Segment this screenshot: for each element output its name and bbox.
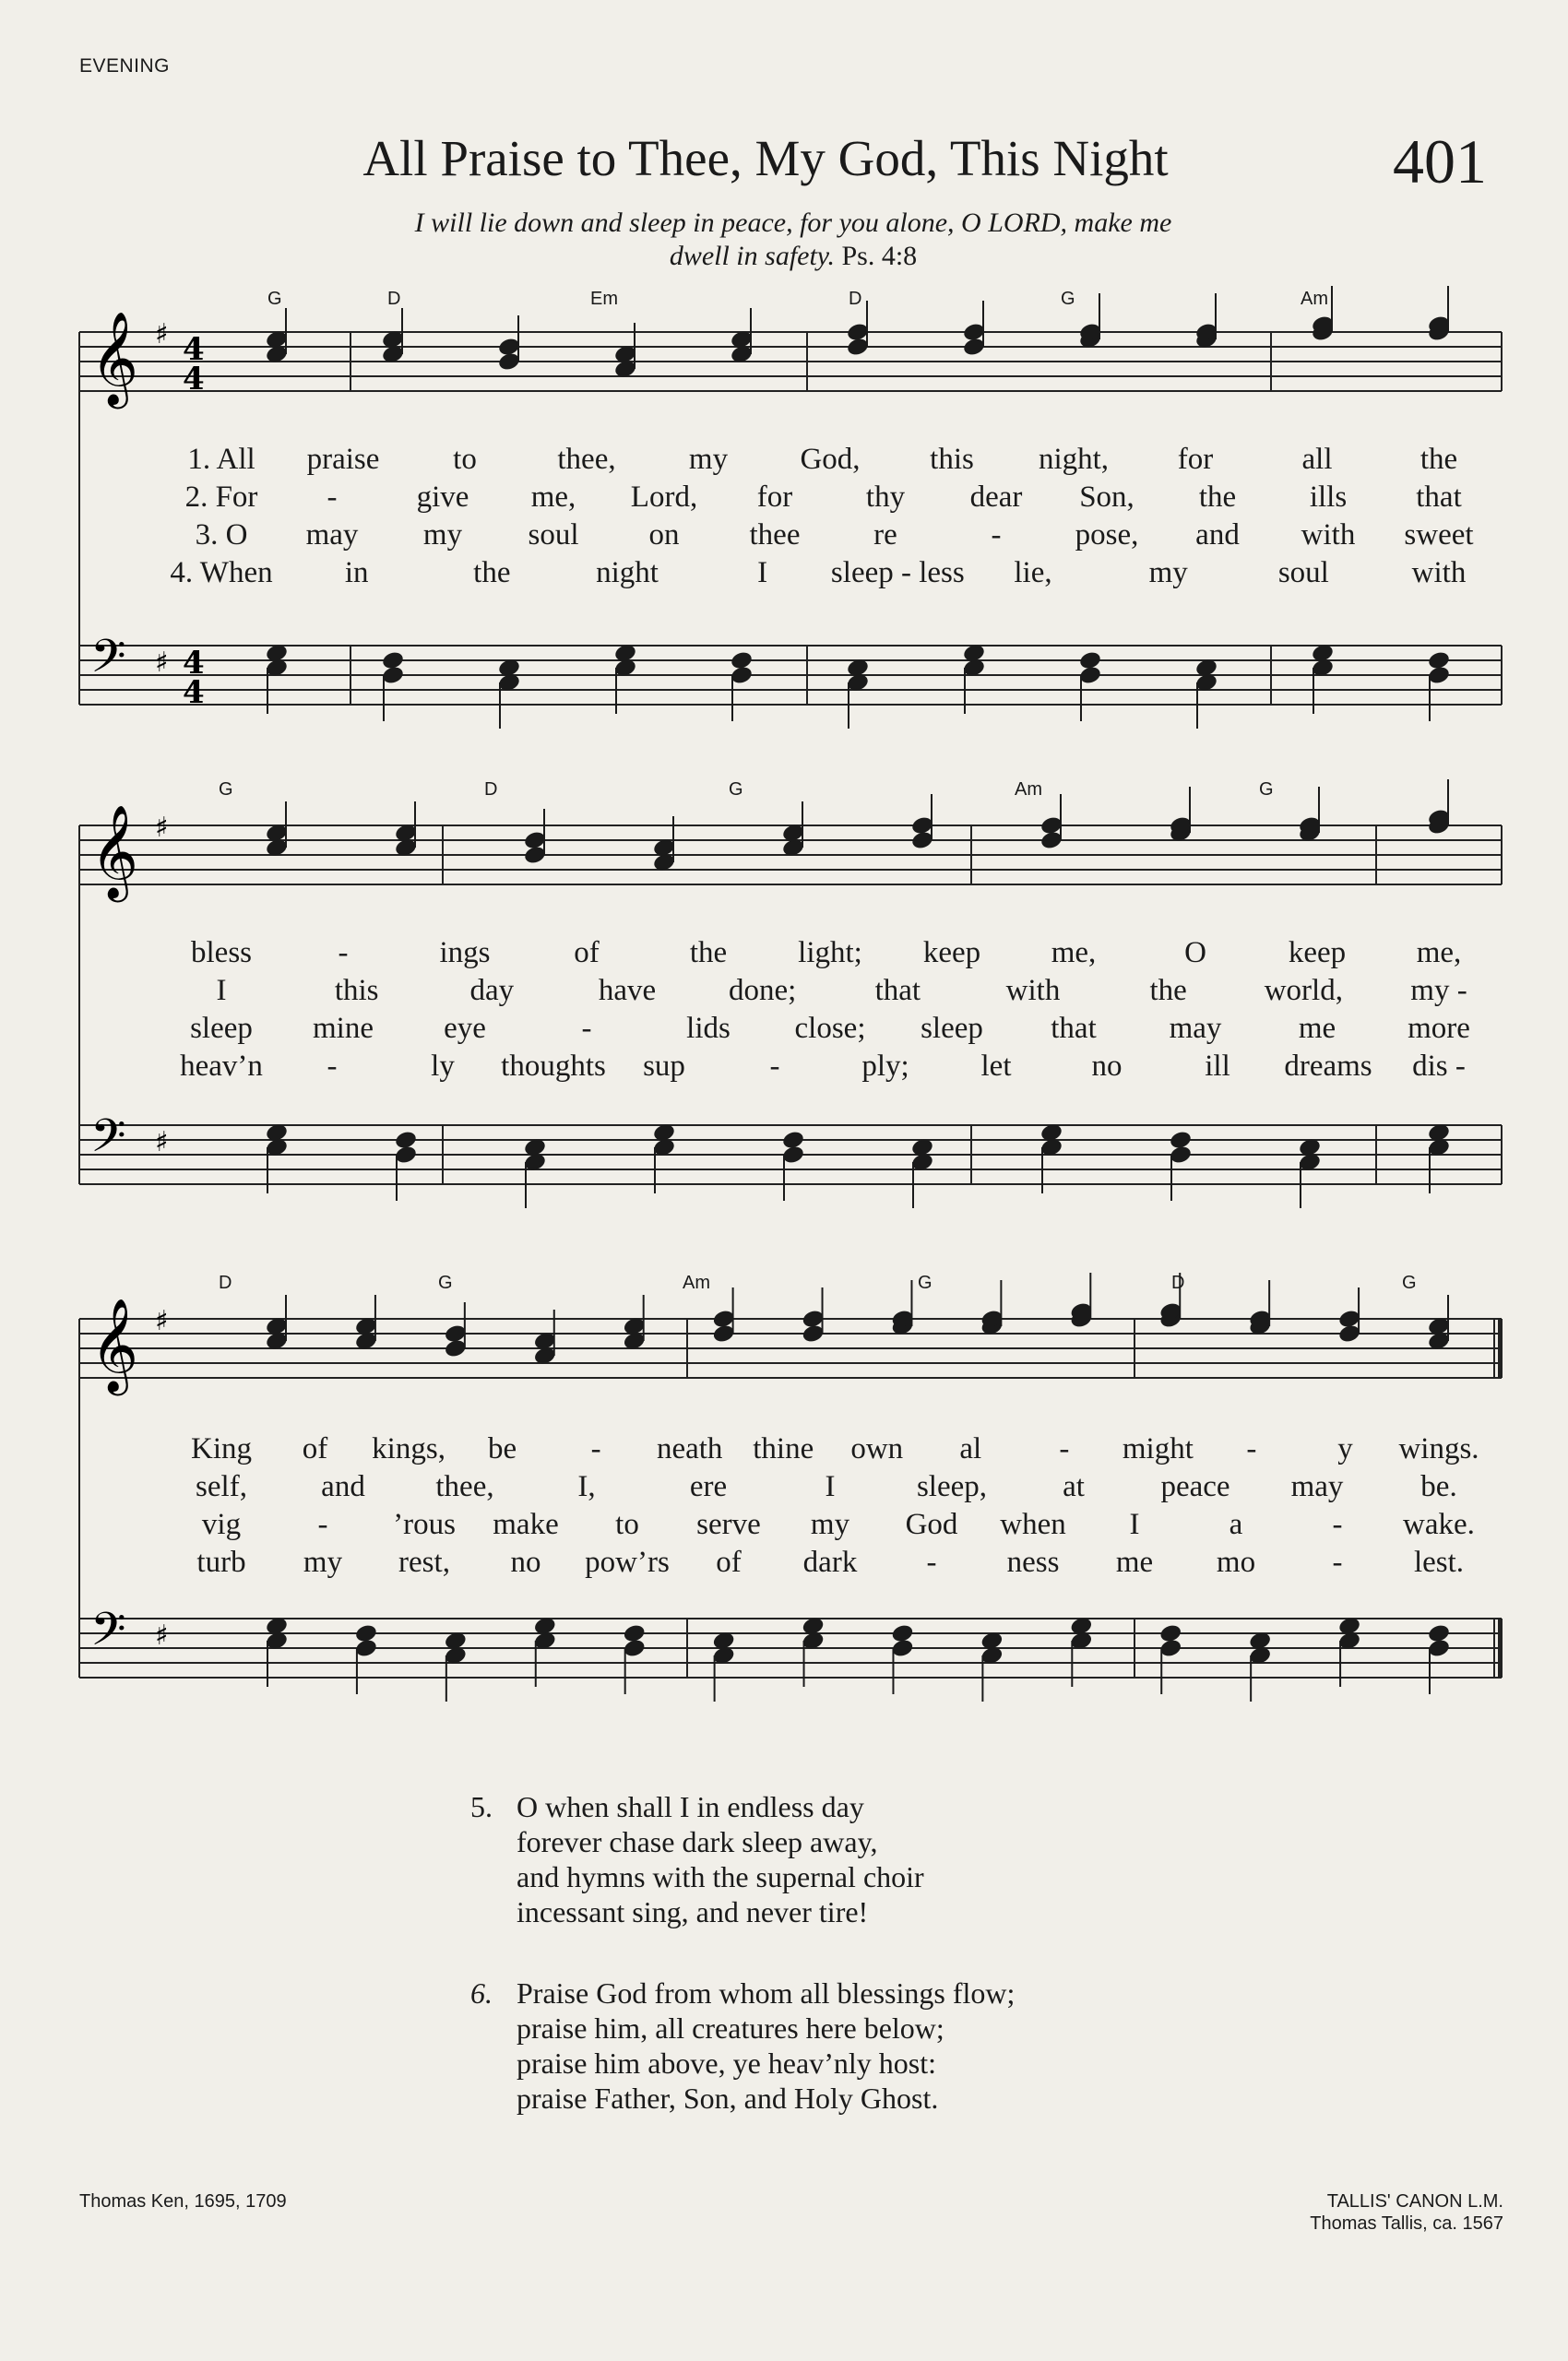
lyric-syllable: day (469, 974, 515, 1007)
lyric-syllable: in (344, 556, 369, 589)
lyric-syllable: ills (1309, 481, 1348, 514)
lyric-syllable: the (1149, 974, 1187, 1007)
lyric-syllable: this (334, 974, 379, 1007)
chord-symbol: G (1259, 779, 1274, 800)
epigraph-line-1: I will lie down and sleep in peace, for you alone, O LORD, make me (414, 208, 1172, 238)
lyric-syllable: me, (1051, 936, 1097, 969)
time-signature: 4 (183, 645, 205, 682)
key-signature-sharp: ♯ (155, 647, 169, 679)
lyric-syllable: turb (196, 1546, 246, 1579)
lyric-syllable: self, (196, 1470, 247, 1503)
lyric-syllable: praise (306, 443, 380, 476)
chord-symbol: G (219, 779, 233, 800)
lyric-syllable: peace (1160, 1470, 1230, 1503)
chord-symbol: Am (683, 1273, 710, 1293)
lyric-syllable: God (905, 1508, 958, 1541)
treble-clef: 𝄞 (90, 310, 139, 405)
lyric-syllable: close; (794, 1012, 866, 1045)
lyric-syllable: of (716, 1546, 742, 1579)
lyric-syllable: make (493, 1508, 559, 1541)
hymn-number: 401 (1393, 126, 1487, 196)
lyric-syllable: mine (313, 1012, 374, 1045)
epigraph-line-2: dwell in safety. (669, 241, 835, 271)
section-label: EVENING (79, 55, 171, 77)
lyric-syllable: that (1416, 481, 1462, 514)
chord-symbol: G (1061, 289, 1075, 309)
lyric-syllable: - (991, 518, 1002, 552)
lyric-syllable: neath (656, 1432, 723, 1465)
stanza-line: praise him, all creatures here below; (517, 2011, 944, 2045)
lyric-syllable: no (1091, 1050, 1123, 1083)
key-signature-sharp: ♯ (155, 812, 169, 844)
lyric-syllable: may (1169, 1012, 1222, 1045)
lyric-syllable: kings, (372, 1432, 445, 1465)
lyric-syllable: - (327, 1050, 338, 1083)
lyric-syllable: - (581, 1012, 592, 1045)
lyric-syllable: no (510, 1546, 541, 1579)
lyric-syllable: 1. All (187, 443, 255, 476)
stanza-line: and hymns with the supernal choir (517, 1860, 924, 1893)
lyric-syllable: my (688, 443, 729, 476)
lyric-syllable: may (1290, 1470, 1344, 1503)
epigraph-reference: Ps. 4:8 (841, 241, 918, 271)
lyric-syllable: - (327, 481, 338, 514)
chord-symbol: G (438, 1273, 453, 1293)
lyric-syllable: might (1122, 1432, 1194, 1465)
lyric-syllable: lids (686, 1012, 731, 1045)
lyric-syllable: O (1184, 936, 1206, 969)
lyric-syllable: I (825, 1470, 836, 1503)
lyric-syllable: lest. (1413, 1546, 1465, 1579)
chord-symbol: G (267, 289, 282, 309)
stanza-number: 5. (470, 1790, 493, 1823)
lyric-syllable: wings. (1398, 1432, 1479, 1465)
stanza-line: O when shall I in endless day (517, 1790, 864, 1823)
lyric-syllable: God, (800, 443, 861, 476)
chord-symbol: D (219, 1273, 232, 1293)
lyric-syllable: me, (1416, 936, 1462, 969)
lyric-syllable: be (488, 1432, 517, 1465)
lyric-syllable: bless (191, 936, 252, 969)
lyric-syllable: ings (439, 936, 491, 969)
lyric-syllable: pow’rs (585, 1546, 670, 1579)
treble-clef: 𝄞 (90, 1297, 139, 1392)
stanza-line: forever chase dark sleep away, (517, 1825, 878, 1858)
lyric-syllable: more (1408, 1012, 1470, 1045)
chord-symbol: D (1171, 1273, 1185, 1293)
lyric-syllable: soul (528, 518, 579, 552)
lyric-syllable: serve (696, 1508, 761, 1541)
lyric-syllable: ere (689, 1470, 728, 1503)
lyric-syllable: rest, (398, 1546, 450, 1579)
lyric-syllable: - (1332, 1508, 1343, 1541)
lyric-syllable: the (1420, 443, 1458, 476)
lyric-syllable: mo (1216, 1546, 1256, 1579)
bass-clef: 𝄢 (90, 630, 126, 694)
lyric-syllable: for (756, 481, 793, 514)
lyric-syllable: 3. O (195, 518, 248, 552)
chord-symbol: D (387, 289, 401, 309)
lyric-syllable: - (590, 1432, 601, 1465)
lyric-syllable: that (1051, 1012, 1097, 1045)
lyric-syllable: to (615, 1508, 639, 1541)
lyric-syllable: sup (643, 1050, 685, 1083)
lyric-syllable: vig (201, 1508, 242, 1541)
lyric-syllable: 2. For (184, 481, 258, 514)
lyric-syllable: done; (728, 974, 797, 1007)
lyric-syllable: heav’n (180, 1050, 263, 1083)
stanza-line: praise him above, ye heav’nly host: (517, 2047, 936, 2080)
lyric-syllable: sleep (190, 1012, 253, 1045)
lyric-syllable: ness (1006, 1546, 1060, 1579)
lyric-syllable: light; (798, 936, 862, 969)
lyric-syllable: thee, (435, 1470, 494, 1503)
lyric-syllable: thee (749, 518, 801, 552)
lyric-syllable: me, (530, 481, 576, 514)
hymn-title: All Praise to Thee, My God, This Night (362, 130, 1169, 186)
lyric-syllable: night (596, 556, 659, 589)
lyric-syllable: my (810, 1508, 850, 1541)
lyric-syllable: al (959, 1432, 982, 1465)
chord-symbol: G (1402, 1273, 1417, 1293)
lyric-syllable: this (930, 443, 974, 476)
lyric-syllable: night, (1038, 443, 1110, 476)
lyric-syllable: keep (1288, 936, 1347, 969)
lyric-syllable: dis - (1412, 1050, 1466, 1083)
bass-clef: 𝄢 (90, 1109, 126, 1174)
chord-symbol: Em (590, 289, 618, 309)
lyric-syllable: my (422, 518, 463, 552)
lyric-syllable: - (338, 936, 349, 969)
lyric-syllable: thee, (557, 443, 616, 476)
lyric-syllable: may (305, 518, 359, 552)
lyric-syllable: - (317, 1508, 328, 1541)
lyric-syllable: - (1246, 1432, 1257, 1465)
lyric-syllable: that (874, 974, 921, 1007)
lyric-syllable: - (769, 1050, 780, 1083)
lyric-syllable: eye (444, 1012, 486, 1045)
lyric-syllable: and (321, 1470, 365, 1503)
lyric-syllable: my - (1410, 974, 1467, 1007)
lyric-syllable: all (1301, 443, 1333, 476)
lyric-syllable: - (1332, 1546, 1343, 1579)
lyric-syllable: world, (1264, 974, 1343, 1007)
lyric-syllable: thoughts (501, 1050, 606, 1083)
lyric-syllable: my (303, 1546, 343, 1579)
lyric-syllable: have (598, 974, 657, 1007)
lyric-syllable: sleep - less (830, 556, 965, 589)
lyric-syllable: I (1129, 1508, 1140, 1541)
composer: Thomas Tallis, ca. 1567 (1310, 2213, 1503, 2234)
lyric-syllable: keep (922, 936, 981, 969)
lyric-syllable: be. (1420, 1470, 1457, 1503)
lyric-syllable: ply; (861, 1050, 909, 1083)
lyric-syllable: on (648, 518, 680, 552)
lyric-syllable: when (1000, 1508, 1066, 1541)
lyric-syllable: with (1411, 556, 1467, 589)
lyric-syllable: the (689, 936, 728, 969)
lyric-syllable: I, (577, 1470, 596, 1503)
lyric-syllable: with (1301, 518, 1356, 552)
lyric-syllable: pose, (1075, 518, 1139, 552)
lyric-syllable: soul (1277, 556, 1329, 589)
chord-symbol: Am (1301, 289, 1328, 309)
chord-symbol: Am (1015, 779, 1042, 800)
lyric-syllable: y (1337, 1432, 1353, 1465)
lyric-syllable: at (1063, 1470, 1085, 1503)
chord-symbol: D (849, 289, 862, 309)
lyric-syllable: own (850, 1432, 904, 1465)
lyric-syllable: let (980, 1050, 1012, 1083)
key-signature-sharp: ♯ (155, 1305, 169, 1337)
lyric-syllable: give (416, 481, 469, 514)
stanza-line: praise Father, Son, and Holy Ghost. (517, 2082, 939, 2115)
tune-credit (1199, 2190, 1503, 2235)
chord-symbol: D (484, 779, 498, 800)
time-signature: 4 (183, 674, 205, 711)
treble-clef: 𝄞 (90, 803, 139, 898)
stanza-number: 6. (470, 1976, 493, 2010)
lyric-syllable: ’rous (393, 1508, 456, 1541)
lyric-syllable: and (1195, 518, 1240, 552)
lyric-syllable: of (302, 1432, 328, 1465)
lyric-syllable: my (1148, 556, 1188, 589)
time-signature: 4 (183, 361, 205, 397)
lyric-syllable: a (1229, 1508, 1243, 1541)
lyric-syllable: sleep (921, 1012, 983, 1045)
text-author: Thomas Ken, 1695, 1709 (79, 2191, 287, 2212)
key-signature-sharp: ♯ (155, 318, 169, 350)
lyric-syllable: King (191, 1432, 252, 1465)
bass-clef: 𝄢 (90, 1603, 126, 1667)
lyric-syllable: - (926, 1546, 937, 1579)
lyric-syllable: lie, (1014, 556, 1052, 589)
lyric-syllable: 4. When (170, 556, 273, 589)
lyric-syllable: the (1198, 481, 1237, 514)
lyric-syllable: I (757, 556, 768, 589)
final-bar-thick (1498, 1319, 1503, 1378)
lyric-syllable: dreams (1284, 1050, 1372, 1083)
stanza-line: Praise God from whom all blessings flow; (517, 1976, 1016, 2010)
lyric-syllable: with (1005, 974, 1061, 1007)
lyric-syllable: me (1298, 1012, 1336, 1045)
lyric-syllable: sweet (1404, 518, 1474, 552)
lyric-syllable: wake. (1403, 1508, 1475, 1541)
lyric-syllable: dark (802, 1546, 858, 1579)
key-signature-sharp: ♯ (155, 1126, 169, 1158)
lyric-syllable: Son, (1079, 481, 1134, 514)
lyric-syllable: re (873, 518, 897, 552)
chord-symbol: G (918, 1273, 932, 1293)
lyric-syllable: of (574, 936, 600, 969)
lyric-syllable: the (473, 556, 511, 589)
lyric-syllable: dear (969, 481, 1023, 514)
stanza-line: incessant sing, and never tire! (517, 1895, 869, 1928)
lyric-syllable: Lord, (630, 481, 698, 514)
lyric-syllable: - (1059, 1432, 1070, 1465)
lyric-syllable: thine (753, 1432, 814, 1465)
time-signature: 4 (183, 331, 205, 368)
lyric-syllable: me (1115, 1546, 1154, 1579)
final-bar-thick (1498, 1619, 1503, 1678)
lyric-syllable: to (453, 443, 477, 476)
tune-name: TALLIS' CANON L.M. (1326, 2191, 1503, 2212)
lyric-syllable: ly (431, 1050, 455, 1083)
key-signature-sharp: ♯ (155, 1619, 169, 1652)
chord-symbol: G (729, 779, 743, 800)
lyric-syllable: thy (865, 481, 906, 514)
lyric-syllable: I (216, 974, 227, 1007)
lyric-syllable: ill (1205, 1050, 1230, 1083)
lyric-syllable: sleep, (916, 1470, 988, 1503)
lyric-syllable: for (1177, 443, 1214, 476)
